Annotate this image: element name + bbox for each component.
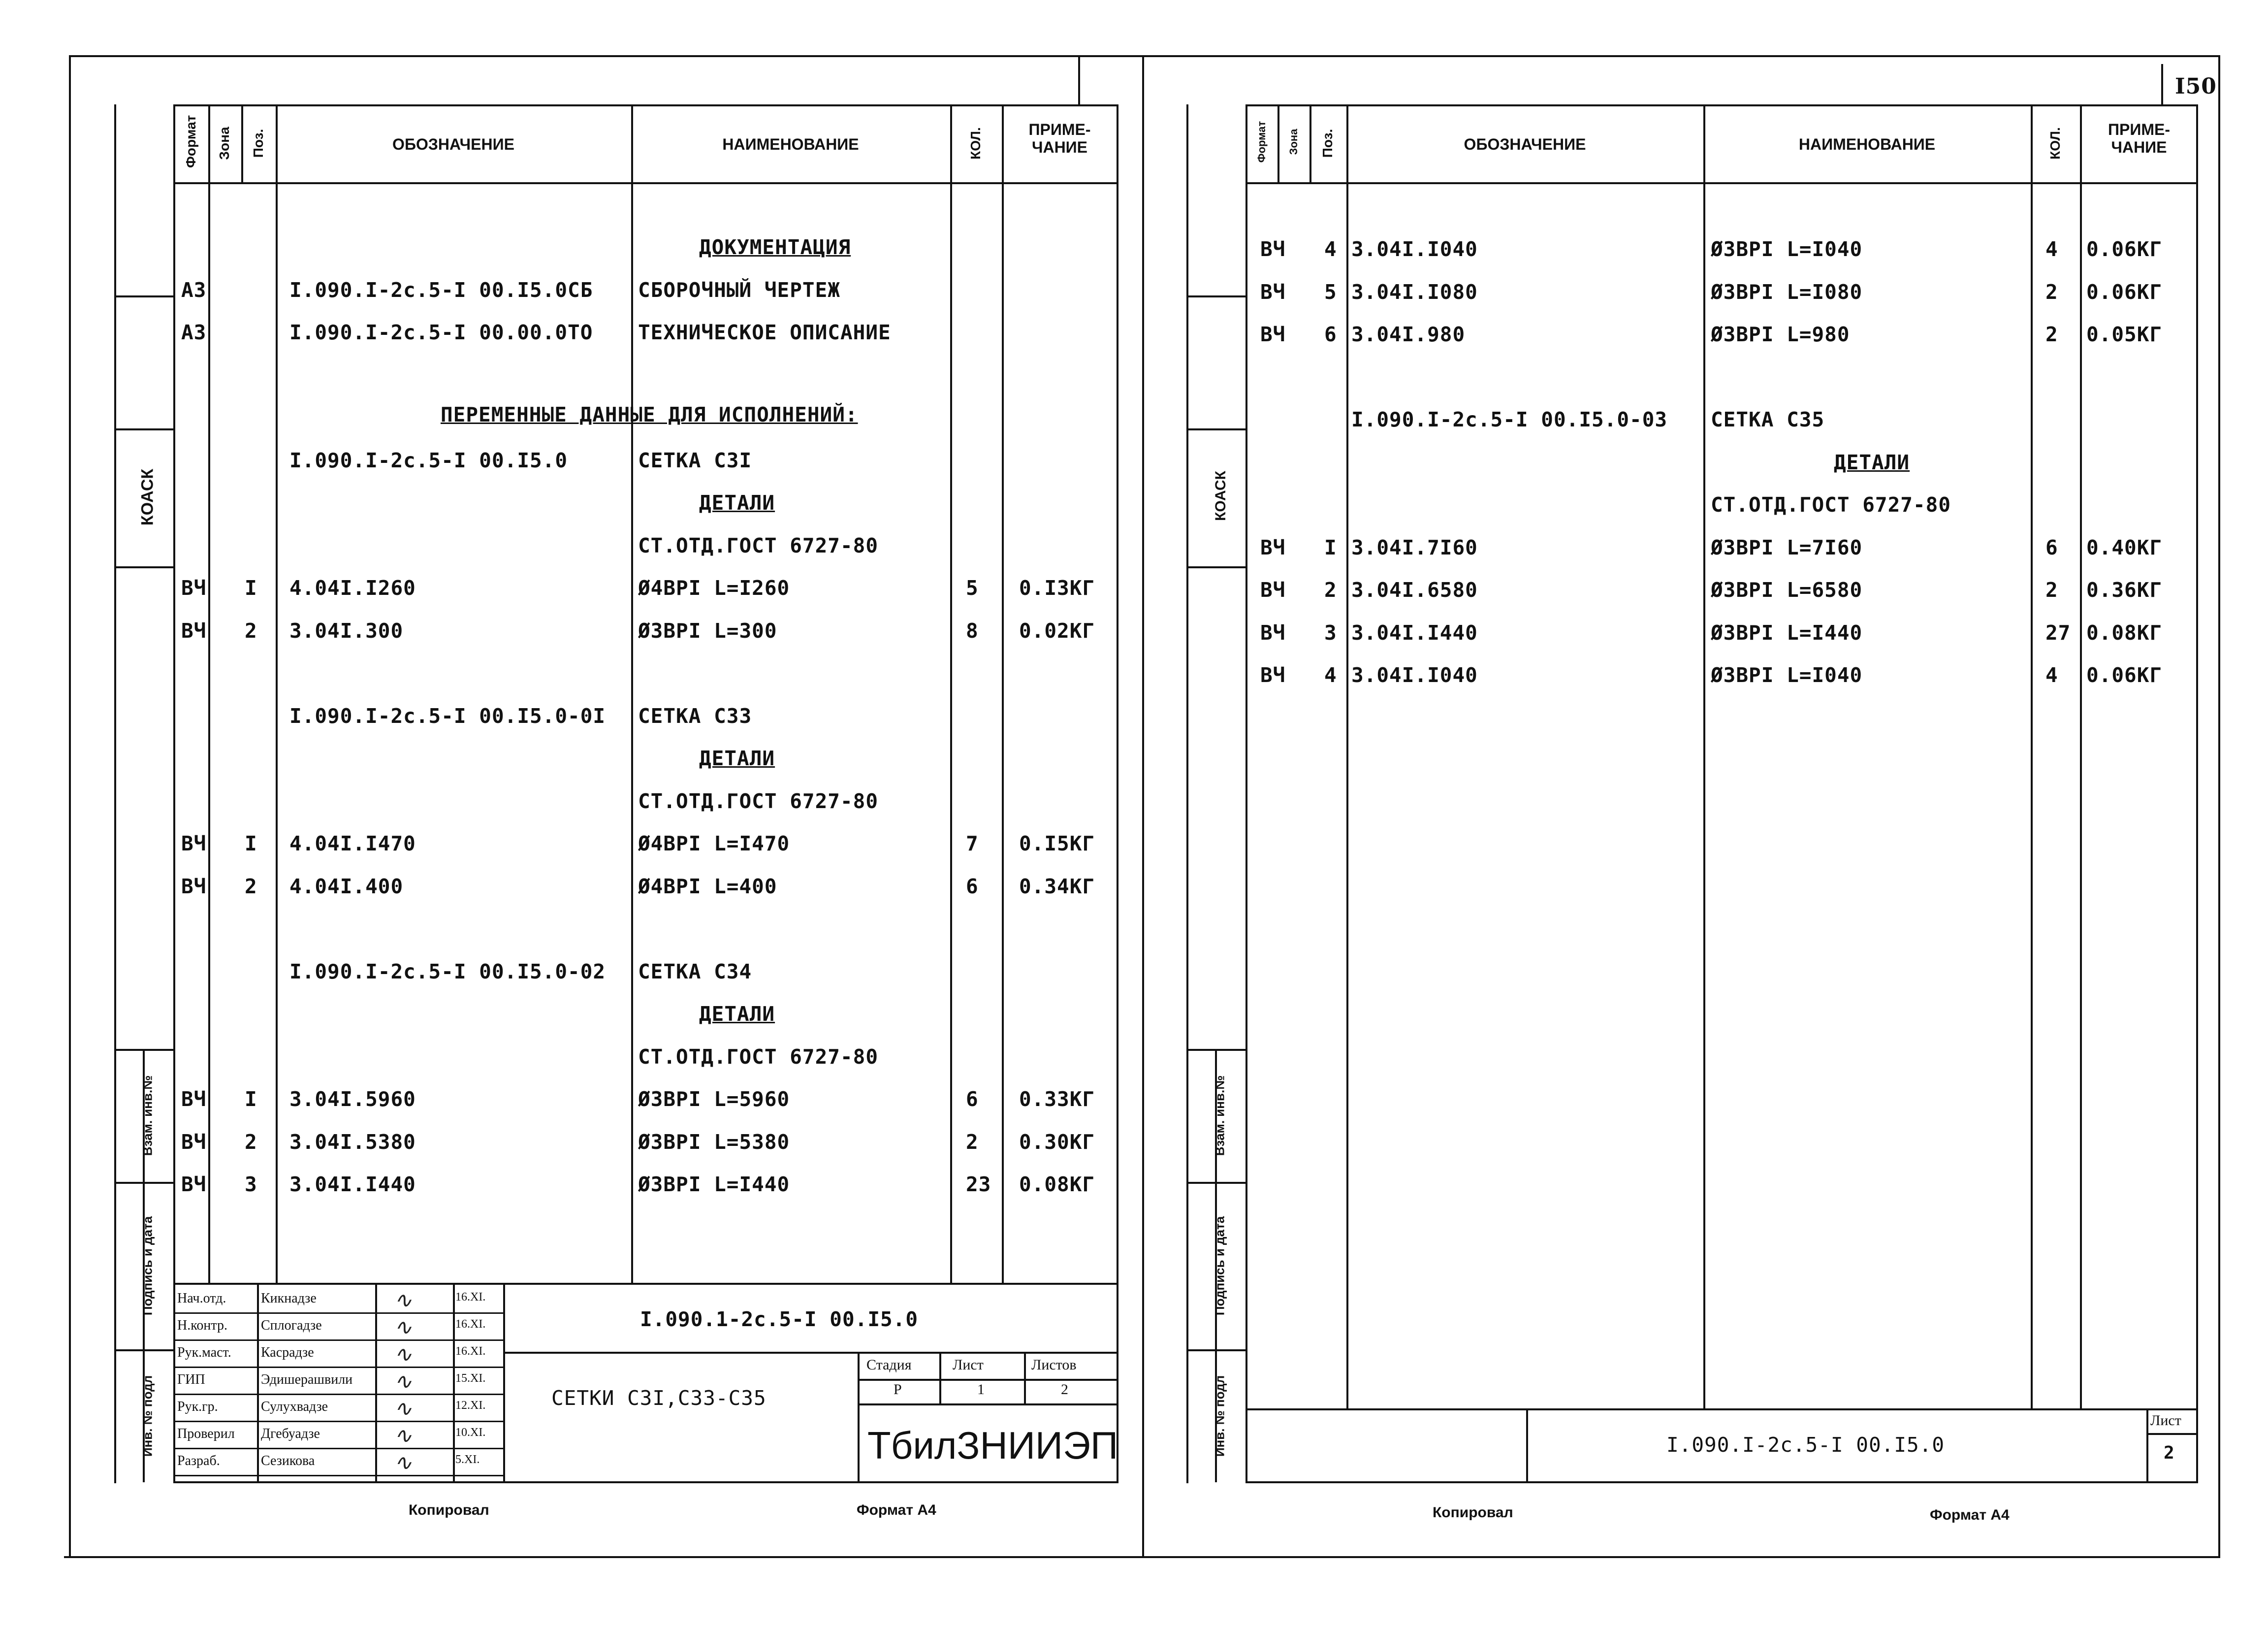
row-quantity: 23 xyxy=(966,1173,991,1196)
row-position: 2 xyxy=(1324,578,1337,602)
row-name: Ø3ВРI L=7I60 xyxy=(1711,535,1863,559)
header-qty: КОЛ. xyxy=(2047,127,2063,160)
row-note: 0.05КГ xyxy=(2086,323,2163,346)
row-name: Ø4ВРI L=I470 xyxy=(638,832,790,855)
side-inv-label: Взам. инв.№ xyxy=(140,1075,155,1156)
header-format: Формат xyxy=(1255,121,1268,163)
row-format: ВЧ xyxy=(181,1087,207,1111)
stamp-sheet: 1 xyxy=(977,1381,985,1398)
row-position: 6 xyxy=(1324,323,1337,346)
row-format: ВЧ xyxy=(1260,237,1286,261)
stamp-row-divider xyxy=(173,1367,503,1368)
row-position: I xyxy=(245,576,257,600)
stamp-date: 15.XI. xyxy=(455,1372,486,1385)
row-name: Ø3ВРI L=I440 xyxy=(1711,620,1863,645)
header-zone: Зона xyxy=(1287,129,1300,155)
stamp-person-name: Дгебуадзе xyxy=(261,1426,320,1441)
row-designation: 3.04I.980 xyxy=(1351,323,1466,346)
stamp-date: 16.XI. xyxy=(455,1318,486,1331)
row-position: 4 xyxy=(1324,663,1337,687)
side-stamp-koask: КОАСК xyxy=(138,468,157,526)
row-name: СТ.ОТД.ГОСТ 6727-80 xyxy=(638,789,878,813)
stamp-row-divider xyxy=(173,1394,503,1395)
stamp-date: 10.XI. xyxy=(455,1426,486,1439)
row-name: ТЕХНИЧЕСКОЕ ОПИСАНИЕ xyxy=(638,321,891,344)
row-designation: 3.04I.I440 xyxy=(1351,620,1478,645)
stamp-sheet-label: Лист xyxy=(2150,1412,2181,1429)
row-quantity: 27 xyxy=(2045,620,2071,645)
variable-data-heading: ПЕРЕМЕННЫЕ ДАННЫЕ ДЛЯ ИСПОЛНЕНИЙ: xyxy=(441,403,858,426)
stamp-row-divider xyxy=(173,1475,503,1476)
row-designation: 4.04I.I470 xyxy=(289,832,416,855)
stamp-title: СЕТКИ С3I,С33-С35 xyxy=(551,1386,767,1410)
row-format: ВЧ xyxy=(181,1130,207,1154)
stamp-role: Разраб. xyxy=(177,1453,220,1468)
stamp-role: Н.контр. xyxy=(177,1318,227,1333)
row-name: Ø3ВРI L=5380 xyxy=(638,1130,790,1154)
row-note: 0.40КГ xyxy=(2086,535,2163,559)
page-number: I50 xyxy=(2175,74,2217,99)
row-name: ДЕТАЛИ xyxy=(699,491,775,515)
row-name: Ø3ВРI L=6580 xyxy=(1711,578,1863,602)
row-name: Ø3ВРI L=I040 xyxy=(1711,663,1863,687)
row-format: А3 xyxy=(181,278,207,302)
row-note: 0.08КГ xyxy=(2086,620,2163,645)
row-designation: 4.04I.I260 xyxy=(289,576,416,600)
header-pos: Поз. xyxy=(1320,129,1335,158)
stamp-organization: ТбилЗНИИЭП xyxy=(867,1424,1118,1467)
header-qty: КОЛ. xyxy=(968,127,983,160)
row-quantity: 4 xyxy=(2045,237,2058,261)
stamp-person-name: Сплогадзе xyxy=(261,1318,322,1333)
stamp-role: ГИП xyxy=(177,1372,205,1387)
row-position: I xyxy=(1324,535,1337,559)
row-format: ВЧ xyxy=(1260,280,1286,304)
stamp-person-name: Кикнадзе xyxy=(261,1291,317,1306)
row-designation: I.090.I-2c.5-I 00.I5.0-02 xyxy=(289,959,606,983)
row-designation: 4.04I.400 xyxy=(289,874,404,898)
row-name: СЕТКА С3I xyxy=(638,448,752,472)
row-quantity: 5 xyxy=(966,576,979,600)
header-name: НАИМЕНОВАНИЕ xyxy=(722,135,859,153)
signature-icon: ∿ xyxy=(394,1342,412,1367)
stamp-row-divider xyxy=(173,1339,503,1341)
row-quantity: 6 xyxy=(2045,535,2058,559)
signature-icon: ∿ xyxy=(394,1369,412,1394)
stamp-role: Проверил xyxy=(177,1426,235,1441)
row-name: ДОКУМЕНТАЦИЯ xyxy=(699,235,851,259)
row-position: 3 xyxy=(245,1173,257,1196)
right-footer-copied: Копировал xyxy=(1433,1504,1513,1521)
row-format: ВЧ xyxy=(181,832,207,855)
row-format: ВЧ xyxy=(181,576,207,600)
row-format: ВЧ xyxy=(181,874,207,898)
row-name: СЕТКА С34 xyxy=(638,959,752,983)
row-position: 5 xyxy=(1324,280,1337,304)
header-name: НАИМЕНОВАНИЕ xyxy=(1798,135,1936,153)
stamp-code: I.090.1-2c.5-I 00.I5.0 xyxy=(640,1307,919,1331)
row-position: 2 xyxy=(245,1130,257,1154)
left-footer-copied: Копировал xyxy=(409,1502,489,1518)
row-designation: 3.04I.I080 xyxy=(1351,280,1478,304)
header-designation: ОБОЗНАЧЕНИЕ xyxy=(1464,135,1586,153)
stamp-row-divider xyxy=(173,1312,503,1314)
side-sign-label: Подпись и дата xyxy=(140,1216,155,1316)
stamp-row-divider xyxy=(173,1421,503,1422)
header-pos: Поз. xyxy=(251,129,266,158)
row-format: ВЧ xyxy=(1260,323,1286,346)
row-format: А3 xyxy=(181,321,207,344)
row-note: 0.34КГ xyxy=(1019,874,1095,898)
row-designation: 3.04I.I040 xyxy=(1351,237,1478,261)
stamp-sheet: 2 xyxy=(2164,1443,2175,1463)
row-designation: I.090.I-2c.5-I 00.I5.0-03 xyxy=(1351,408,1668,431)
row-name: СТ.ОТД.ГОСТ 6727-80 xyxy=(638,533,878,557)
row-name: Ø3ВРI L=980 xyxy=(1711,323,1850,346)
row-quantity: 4 xyxy=(2045,663,2058,687)
row-quantity: 6 xyxy=(966,1087,979,1111)
stamp-stage: Р xyxy=(894,1381,902,1398)
left-footer-format: Формат А4 xyxy=(857,1502,936,1518)
row-name: СЕТКА С35 xyxy=(1711,408,1825,431)
row-note: 0.33КГ xyxy=(1019,1087,1095,1111)
row-quantity: 7 xyxy=(966,832,979,855)
side-inv-label: Взам. инв.№ xyxy=(1212,1075,1227,1156)
stamp-person-name: Касрадзе xyxy=(261,1345,314,1360)
row-quantity: 2 xyxy=(2045,280,2058,304)
stamp-sheets-label: Листов xyxy=(1031,1357,1077,1373)
row-quantity: 6 xyxy=(966,874,979,898)
stamp-role: Рук.гр. xyxy=(177,1399,218,1414)
stamp-date: 5.XI. xyxy=(455,1453,480,1466)
stamp-date: 16.XI. xyxy=(455,1291,486,1303)
signature-icon: ∿ xyxy=(394,1315,412,1340)
stamp-role: Рук.маст. xyxy=(177,1345,231,1360)
side-inv-orig-label: Инв. № подл xyxy=(140,1375,155,1457)
row-position: 2 xyxy=(245,874,257,898)
signature-icon: ∿ xyxy=(394,1450,412,1475)
stamp-code: I.090.I-2c.5-I 00.I5.0 xyxy=(1666,1433,1945,1457)
row-position: 2 xyxy=(245,619,257,643)
row-designation: 3.04I.5960 xyxy=(289,1087,416,1111)
row-note: 0.08КГ xyxy=(1019,1173,1095,1196)
signature-icon: ∿ xyxy=(394,1288,412,1313)
stamp-date: 12.XI. xyxy=(455,1399,486,1412)
row-name: СЕТКА С33 xyxy=(638,704,752,728)
row-format: ВЧ xyxy=(1260,578,1286,602)
row-name: Ø3ВРI L=I440 xyxy=(638,1173,790,1196)
row-position: 3 xyxy=(1324,620,1337,645)
right-footer-format: Формат А4 xyxy=(1930,1507,2010,1523)
row-quantity: 2 xyxy=(966,1130,979,1154)
row-name: СТ.ОТД.ГОСТ 6727-80 xyxy=(1711,493,1951,517)
row-quantity: 2 xyxy=(2045,578,2058,602)
stamp-date: 16.XI. xyxy=(455,1345,486,1358)
header-zone: Зона xyxy=(217,127,232,160)
row-note: 0.30КГ xyxy=(1019,1130,1095,1154)
side-sign-label: Подпись и дата xyxy=(1212,1216,1227,1316)
row-note: 0.I5КГ xyxy=(1019,832,1095,855)
row-note: 0.06КГ xyxy=(2086,280,2163,304)
header-format: Формат xyxy=(183,115,198,168)
header-note: ПРИМЕ- ЧАНИЕ xyxy=(2108,121,2170,156)
row-name: ДЕТАЛИ xyxy=(1834,450,1910,474)
header-note: ПРИМЕ- ЧАНИЕ xyxy=(1028,121,1091,156)
row-quantity: 8 xyxy=(966,619,979,643)
row-designation: 3.04I.5380 xyxy=(289,1130,416,1154)
stamp-person-name: Эдишерашвили xyxy=(261,1372,353,1387)
row-name: Ø3ВРI L=I080 xyxy=(1711,280,1863,304)
stamp-role: Нач.отд. xyxy=(177,1291,226,1306)
stamp-person-name: Сулухвадзе xyxy=(261,1399,328,1414)
row-designation: I.090.I-2c.5-I 00.I5.0-0I xyxy=(289,704,606,728)
row-designation: 3.04I.300 xyxy=(289,619,404,643)
row-format: ВЧ xyxy=(1260,535,1286,559)
header-designation: ОБОЗНАЧЕНИЕ xyxy=(392,135,514,153)
row-designation: 3.04I.I440 xyxy=(289,1173,416,1196)
row-format: ВЧ xyxy=(181,1173,207,1196)
stamp-sheet-label: Лист xyxy=(953,1357,984,1373)
row-name: Ø4ВРI L=400 xyxy=(638,874,777,898)
signature-icon: ∿ xyxy=(394,1423,412,1448)
side-inv-orig-label: Инв. № подл xyxy=(1212,1375,1227,1457)
row-name: Ø4ВРI L=I260 xyxy=(638,576,790,600)
row-designation: I.090.I-2c.5-I 00.I5.0 xyxy=(289,448,568,472)
row-designation: I.090.I-2c.5-I 00.I5.0СБ xyxy=(289,278,593,302)
side-stamp-koask: КОАСК xyxy=(1213,471,1229,521)
row-name: Ø3ВРI L=5960 xyxy=(638,1087,790,1111)
stamp-sheets: 2 xyxy=(1061,1381,1068,1398)
row-name: ДЕТАЛИ xyxy=(699,747,775,770)
row-designation: I.090.I-2c.5-I 00.00.0ТО xyxy=(289,321,593,344)
row-format: ВЧ xyxy=(1260,663,1286,687)
row-position: I xyxy=(245,1087,257,1111)
row-name: СТ.ОТД.ГОСТ 6727-80 xyxy=(638,1044,878,1069)
row-note: 0.06КГ xyxy=(2086,237,2163,261)
row-designation: 3.04I.I040 xyxy=(1351,663,1478,687)
row-format: ВЧ xyxy=(181,619,207,643)
stamp-person-name: Сезикова xyxy=(261,1453,315,1468)
row-position: 4 xyxy=(1324,237,1337,261)
stamp-row-divider xyxy=(173,1448,503,1449)
right-spec-table xyxy=(1246,104,2198,1483)
row-designation: 3.04I.7I60 xyxy=(1351,535,1478,559)
row-name: Ø3ВРI L=I040 xyxy=(1711,237,1863,261)
row-format: ВЧ xyxy=(1260,620,1286,645)
row-name: Ø3ВРI L=300 xyxy=(638,619,777,643)
row-note: 0.02КГ xyxy=(1019,619,1095,643)
row-designation: 3.04I.6580 xyxy=(1351,578,1478,602)
row-note: 0.I3КГ xyxy=(1019,576,1095,600)
row-note: 0.36КГ xyxy=(2086,578,2163,602)
signature-icon: ∿ xyxy=(394,1396,412,1421)
stamp-stage-label: Стадия xyxy=(866,1357,912,1373)
row-note: 0.06КГ xyxy=(2086,663,2163,687)
row-name: ДЕТАЛИ xyxy=(699,1002,775,1026)
row-quantity: 2 xyxy=(2045,323,2058,346)
row-position: I xyxy=(245,832,257,855)
row-name: СБОРОЧНЫЙ ЧЕРТЕЖ xyxy=(638,278,840,302)
